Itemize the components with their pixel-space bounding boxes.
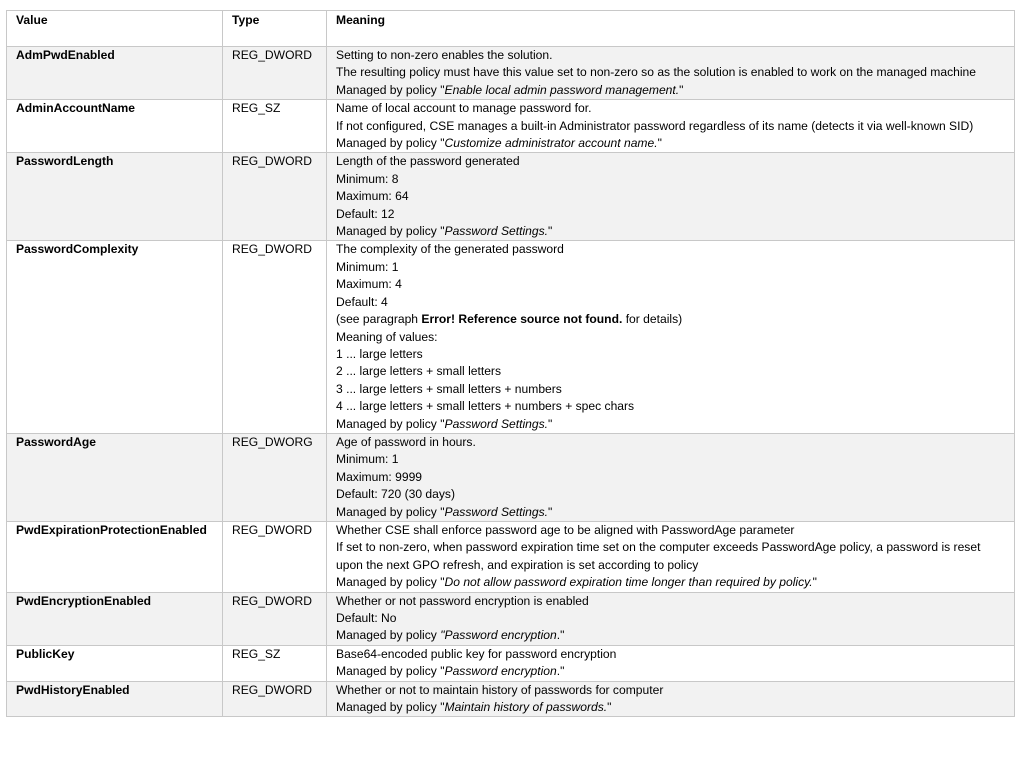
meaning-cell <box>327 153 1015 241</box>
meaning-line <box>336 276 1005 293</box>
meaning-cell <box>327 645 1015 681</box>
reference-error: Error! Reference source not found. <box>421 312 623 327</box>
meaning-text: 4 ... large letters + small letters + numbers + spec chars <box>336 399 635 414</box>
policy-name: Maintain history of passwords. <box>444 700 608 715</box>
meaning-text: Maximum: 4 <box>336 277 402 292</box>
meaning-text: The resulting policy must have this value set to non-zero so as the solution is enabled to work on the managed machine <box>336 65 976 80</box>
registry-values-table <box>6 10 1015 717</box>
meaning-text: Whether or not password encryption is enabled <box>336 593 589 608</box>
policy-name: "Password encryption <box>440 628 557 643</box>
value-cell: PublicKey <box>7 645 223 681</box>
type-cell: REG_DWORG <box>223 433 327 521</box>
meaning-text: " <box>548 504 553 519</box>
meaning-text: If not configured, CSE manages a built-in Administrator password regardless of its name (detects it via well-known SID) <box>336 118 974 133</box>
table-row <box>7 433 1015 521</box>
meaning-text: 2 ... large letters + small letters <box>336 364 502 379</box>
header-row <box>7 11 1015 47</box>
meaning-text: Managed by policy " <box>336 224 445 239</box>
table-row <box>7 681 1015 717</box>
meaning-text: Default: 720 (30 days) <box>336 487 455 502</box>
meaning-line <box>336 346 1005 363</box>
meaning-line <box>336 627 1005 644</box>
policy-name: Password Settings. <box>444 504 549 519</box>
value-cell: PwdHistoryEnabled <box>7 681 223 717</box>
type-cell: REG_DWORD <box>223 153 327 241</box>
meaning-text: for details) <box>622 312 683 327</box>
meaning-text: Managed by policy " <box>336 136 445 151</box>
meaning-cell <box>327 521 1015 592</box>
meaning-text: 1 ... large letters <box>336 346 423 361</box>
meaning-text: Setting to non-zero enables the solution. <box>336 48 553 62</box>
meaning-text: " <box>679 82 684 97</box>
meaning-line <box>336 574 1005 591</box>
meaning-cell <box>327 592 1015 645</box>
meaning-line <box>336 663 1005 680</box>
type-cell: REG_SZ <box>223 100 327 153</box>
meaning-text: 3 ... large letters + small letters + numbers <box>336 381 562 396</box>
policy-name: Enable local admin password management. <box>444 82 680 97</box>
meaning-text: Managed by policy " <box>336 82 445 97</box>
meaning-line <box>336 451 1005 468</box>
table-row <box>7 153 1015 241</box>
meaning-text: Managed by policy " <box>336 416 445 431</box>
table-row <box>7 47 1015 100</box>
meaning-line <box>336 223 1005 240</box>
meaning-text: Meaning of values: <box>336 329 438 344</box>
meaning-line <box>336 539 1005 574</box>
meaning-text: " <box>548 416 553 431</box>
meaning-line <box>336 135 1005 152</box>
type-cell: REG_DWORD <box>223 681 327 717</box>
meaning-line <box>336 416 1005 433</box>
header-value: Value <box>7 11 223 47</box>
meaning-text: If set to non-zero, when password expiration time set on the computer exceeds PasswordAge policy, a password is reset upon the next GPO refresh, and expiration is set according to policy <box>336 540 981 572</box>
policy-name: Do not allow password expiration time longer than required by policy. <box>444 575 813 590</box>
meaning-line <box>336 699 1005 716</box>
meaning-line <box>336 100 1005 117</box>
meaning-line <box>336 311 1005 328</box>
meaning-line <box>336 82 1005 99</box>
value-cell: PasswordComplexity <box>7 241 223 433</box>
meaning-text: Name of local account to manage password for. <box>336 101 592 116</box>
meaning-text: Managed by policy <box>336 628 441 643</box>
meaning-cell <box>327 47 1015 100</box>
meaning-line <box>336 153 1005 170</box>
meaning-text: Whether or not to maintain history of passwords for computer <box>336 682 664 697</box>
meaning-text: ." <box>556 664 565 679</box>
meaning-text: Minimum: 1 <box>336 259 399 274</box>
meaning-line <box>336 646 1005 663</box>
value-cell: PwdExpirationProtectionEnabled <box>7 521 223 592</box>
meaning-text: " <box>548 224 553 239</box>
meaning-line <box>336 259 1005 276</box>
value-cell: AdminAccountName <box>7 100 223 153</box>
meaning-line <box>336 522 1005 539</box>
type-cell: REG_DWORD <box>223 592 327 645</box>
meaning-text: Minimum: 8 <box>336 171 399 186</box>
meaning-text: (see paragraph <box>336 312 422 327</box>
meaning-text: Managed by policy " <box>336 575 445 590</box>
meaning-text: ." <box>556 628 565 643</box>
table-body <box>7 47 1015 717</box>
header-type: Type <box>223 11 327 47</box>
meaning-line <box>336 294 1005 311</box>
table-row <box>7 100 1015 153</box>
policy-name: Password Settings. <box>444 416 549 431</box>
meaning-line <box>336 486 1005 503</box>
meaning-line <box>336 504 1005 521</box>
table-row <box>7 241 1015 433</box>
meaning-line <box>336 469 1005 486</box>
header-meaning: Meaning <box>327 11 1015 47</box>
meaning-cell <box>327 241 1015 433</box>
meaning-text: Length of the password generated <box>336 154 520 169</box>
meaning-text: Age of password in hours. <box>336 434 476 449</box>
meaning-line <box>336 64 1005 81</box>
meaning-text: The complexity of the generated password <box>336 242 564 257</box>
meaning-text: Maximum: 64 <box>336 189 409 204</box>
meaning-line <box>336 593 1005 610</box>
meaning-text: Default: No <box>336 611 397 625</box>
meaning-line <box>336 241 1005 258</box>
meaning-text: " <box>657 136 662 151</box>
meaning-line <box>336 171 1005 188</box>
meaning-text: Base64-encoded public key for password encryption <box>336 646 617 661</box>
meaning-text: Managed by policy " <box>336 504 445 519</box>
type-cell: REG_DWORD <box>223 241 327 433</box>
meaning-line <box>336 47 1005 64</box>
policy-name: Customize administrator account name. <box>444 136 658 151</box>
table-row <box>7 521 1015 592</box>
value-cell: AdmPwdEnabled <box>7 47 223 100</box>
type-cell: REG_DWORD <box>223 521 327 592</box>
type-cell: REG_DWORD <box>223 47 327 100</box>
meaning-text: Maximum: 9999 <box>336 469 423 484</box>
meaning-cell <box>327 433 1015 521</box>
meaning-cell <box>327 100 1015 153</box>
meaning-line <box>336 188 1005 205</box>
meaning-text: Whether CSE shall enforce password age to be aligned with PasswordAge parameter <box>336 522 795 537</box>
type-cell: REG_SZ <box>223 645 327 681</box>
meaning-line <box>336 682 1005 699</box>
meaning-line <box>336 363 1005 380</box>
value-cell: PasswordLength <box>7 153 223 241</box>
table-row <box>7 592 1015 645</box>
policy-name: Password encryption <box>444 664 557 679</box>
policy-name: Password Settings. <box>444 224 549 239</box>
meaning-text: " <box>812 575 817 590</box>
meaning-line <box>336 434 1005 451</box>
meaning-line <box>336 398 1005 415</box>
meaning-text: Minimum: 1 <box>336 452 399 467</box>
meaning-cell <box>327 681 1015 717</box>
value-cell: PasswordAge <box>7 433 223 521</box>
meaning-text: Managed by policy " <box>336 664 445 679</box>
meaning-line <box>336 381 1005 398</box>
meaning-line <box>336 206 1005 223</box>
meaning-text: " <box>607 700 612 715</box>
meaning-text: Managed by policy " <box>336 700 445 715</box>
meaning-text: Default: 4 <box>336 294 388 309</box>
meaning-text: Default: 12 <box>336 206 395 221</box>
value-cell: PwdEncryptionEnabled <box>7 592 223 645</box>
table-row <box>7 645 1015 681</box>
meaning-line <box>336 610 1005 627</box>
meaning-line <box>336 118 1005 135</box>
meaning-line <box>336 329 1005 346</box>
